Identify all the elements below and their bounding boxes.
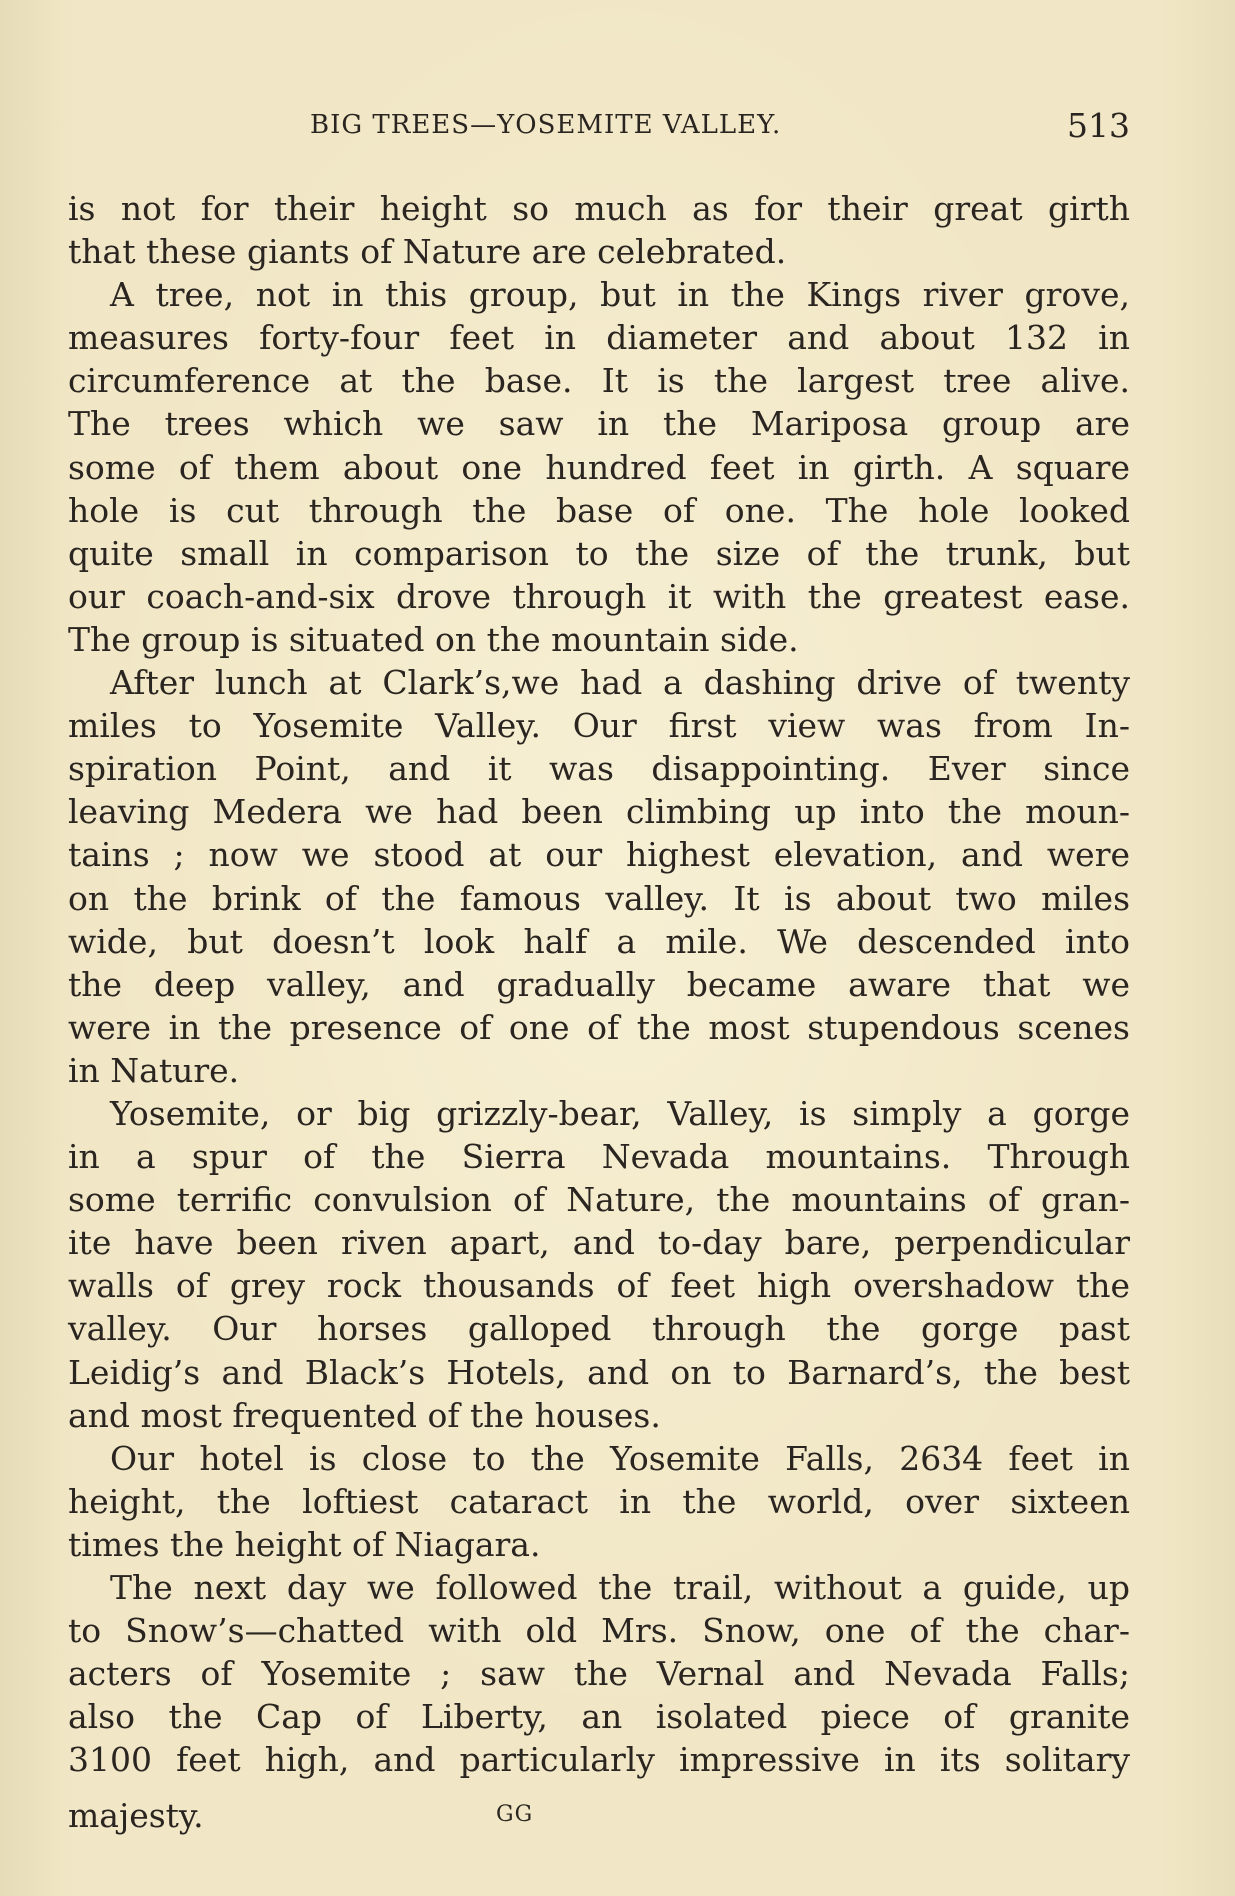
text-line: times the height of Niagara.: [68, 1524, 541, 1564]
text-line: that these giants of Nature are celebrated.: [68, 232, 787, 272]
text-line: Leidig’s and Black’s Hotels, and on to Barnard’s, the best: [68, 1352, 1130, 1392]
running-head: [70, 106, 1130, 146]
text-line: acters of Yosemite ; saw the Vernal and Nevada Falls;: [68, 1654, 1130, 1694]
text-line: on the brink of the famous valley. It is about two miles: [68, 878, 1130, 918]
text-line: hole is cut through the base of one. The hole looked: [68, 490, 1130, 530]
text-line: quite small in comparison to the size of the trunk, but: [68, 533, 1130, 573]
text-line: in Nature.: [68, 1050, 240, 1090]
text-line: also the Cap of Liberty, an isolated piece of granite: [68, 1697, 1130, 1737]
running-title: BIG TREES—YOSEMITE VALLEY.: [310, 110, 782, 140]
text-line: The next day we followed the trail, without a guide, up: [110, 1568, 1130, 1607]
text-line: The group is situated on the mountain side.: [68, 619, 799, 659]
text-line: ite have been riven apart, and to-day bare, perpendicular: [68, 1223, 1130, 1263]
text-line: valley. Our horses galloped through the gorge past: [68, 1309, 1130, 1349]
text-line: height, the loftiest cataract in the world, over sixteen: [68, 1481, 1130, 1521]
text-line: After lunch at Clark’s,we had a dashing drive of twenty: [110, 663, 1130, 703]
text-line: the deep valley, and gradually became aware that we: [68, 964, 1130, 1004]
signature-mark: GG: [496, 1802, 534, 1827]
body-text: [68, 187, 1130, 1781]
text-line: 3100 feet high, and particularly impressive in its solitary: [68, 1740, 1130, 1780]
body-text-last-line: majesty.: [68, 1796, 204, 1835]
text-line: and most frequented of the houses.: [68, 1395, 661, 1435]
text-line: some terrific convulsion of Nature, the mountains of gran-: [68, 1180, 1130, 1220]
text-line: wide, but doesn’t look half a mile. We descended into: [68, 921, 1130, 961]
page-number: 513: [1067, 106, 1130, 145]
text-line: in a spur of the Sierra Nevada mountains. Through: [68, 1137, 1130, 1177]
text-line: is not for their height so much as for their great girth: [68, 189, 1130, 228]
text-line: were in the presence of one of the most stupendous scenes: [68, 1007, 1130, 1047]
text-line: walls of grey rock thousands of feet high overshadow the: [68, 1266, 1130, 1306]
text-line: leaving Medera we had been climbing up into the moun-: [68, 792, 1130, 832]
text-line: measures forty-four feet in diameter and about 132 in: [68, 318, 1130, 358]
text-line: our coach-and-six drove through it with the greatest ease.: [68, 576, 1130, 616]
text-line: spiration Point, and it was disappointing. Ever since: [68, 749, 1130, 789]
text-line: The trees which we saw in the Mariposa group are: [68, 404, 1130, 444]
text-line: some of them about one hundred feet in girth. A square: [68, 447, 1130, 487]
text-line: circumference at the base. It is the largest tree alive.: [68, 361, 1130, 401]
text-line: to Snow’s—chatted with old Mrs. Snow, one of the char-: [68, 1611, 1130, 1651]
text-line: Our hotel is close to the Yosemite Falls, 2634 feet in: [110, 1438, 1130, 1478]
text-line: miles to Yosemite Valley. Our first view was from In-: [68, 706, 1130, 746]
text-line: tains ; now we stood at our highest elevation, and were: [68, 835, 1130, 875]
text-line: Yosemite, or big grizzly-bear, Valley, is simply a gorge: [110, 1093, 1130, 1133]
page-footer: [68, 1796, 1130, 1836]
text-line: A tree, not in this group, but in the Kings river grove,: [110, 275, 1130, 315]
